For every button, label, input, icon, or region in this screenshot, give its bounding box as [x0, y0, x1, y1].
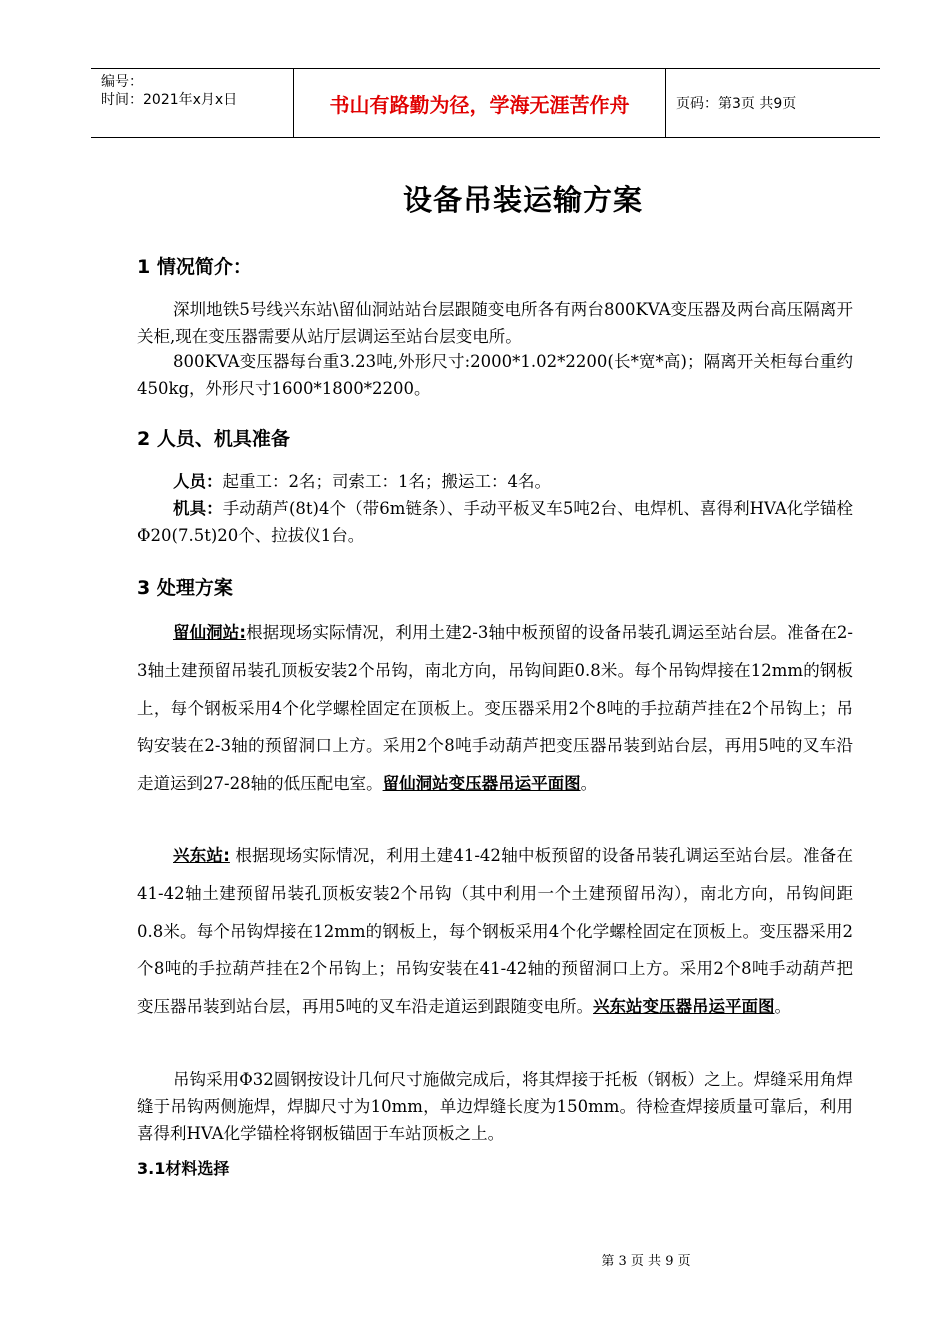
liuxiandong-paragraph: [137, 614, 853, 803]
tools-paragraph: [137, 495, 853, 549]
header-meta: [91, 69, 293, 137]
liuxiandong-text: 根据现场实际情况，利用土建2-3轴中板预留的设备吊装孔调运至站台层。准备在2-3轴土建预留吊装孔顶板安装2个吊钩，南北方向，吊钩间距0.8米。每个吊钩焊接在12mm的钢板上，每个钢板采用4个化学螺栓固定在顶板上。变压器采用2个8吨的手拉葫芦挂在2个吊钩上；吊钩安装在2-3轴的预留洞口上方。采用2个8吨手动葫芦把变压器吊装到站台层，再用5吨的叉车沿走道运到27-28轴的低压配电室。: [137, 623, 853, 794]
tools-text: 手动葫芦(8t)4个（带6m链条）、手动平板叉车5吨2台、电焊机、喜得利HVA化学锚栓Φ20(7.5t)20个、拉拔仪1台。: [137, 499, 853, 545]
section-2-heading: 2 人员、机具准备: [137, 428, 290, 450]
liuxiandong-end: 。: [580, 774, 598, 794]
hook-paragraph: 吊钩采用Φ32圆钢按设计几何尺寸施做完成后，将其焊接于托板（钢板）之上。焊缝采用角焊缝于吊钩两侧施焊，焊脚尺寸为10mm，单边焊缝长度为150mm。待检查焊接质量可靠后，利用喜得利HVA化学锚栓将钢板锚固于车站顶板之上。: [137, 1070, 853, 1143]
section-1-paragraph-2: 800KVA变压器每台重3.23吨,外形尺寸:2000*1.02*2200(长*宽*高)；隔离开关柜每台重约450kg，外形尺寸1600*1800*2200。: [137, 352, 853, 398]
section-1-heading: 1 情况简介：: [137, 256, 252, 278]
page-footer: 第 3 页 共 9 页: [601, 1254, 691, 1269]
section-3-1-heading: 3.1材料选择: [137, 1159, 230, 1178]
liuxiandong-label: 留仙洞站:: [173, 623, 246, 642]
header-time: 时间：2021年x月x日: [101, 92, 238, 108]
personnel-text: 起重工：2名；司索工：1名；搬运工：4名。: [222, 472, 551, 491]
document-header: [91, 68, 880, 138]
xingdong-figure-link[interactable]: 兴东站变压器吊运平面图: [593, 997, 775, 1017]
section-3-heading: 3 处理方案: [137, 577, 233, 599]
document-title: 设备吊装运输方案: [402, 183, 643, 217]
header-page-info: 页码：第3页 共9页: [676, 96, 797, 112]
tools-label: 机具：: [173, 499, 223, 518]
personnel-label: 人员：: [173, 472, 223, 491]
personnel-paragraph: [137, 468, 853, 495]
section-1-paragraph-1: 深圳地铁5号线兴东站\留仙洞站站台层跟随变电所各有两台800KVA变压器及两台高压隔离开关柜,现在变压器需要从站厅层调运至站台层变电所。: [137, 300, 853, 346]
xingdong-paragraph: [137, 837, 853, 1026]
liuxiandong-figure-link[interactable]: 留仙洞站变压器吊运平面图: [382, 774, 581, 794]
xingdong-label: 兴东站:: [173, 846, 230, 865]
header-motto: 书山有路勤为径，学海无涯苦作舟: [293, 69, 666, 137]
xingdong-text: 根据现场实际情况，利用土建41-42轴中板预留的设备吊装孔调运至站台层。准备在41-42轴土建预留吊装孔顶板安装2个吊钩（其中利用一个土建预留吊沟），南北方向，吊钩间距0.8米。每个吊钩焊接在12mm的钢板上，每个钢板采用4个化学螺栓固定在顶板上。变压器采用2个8吨的手拉葫芦挂在2个吊钩上；吊钩安装在41-42轴的预留洞口上方。采用2个8吨手动葫芦把变压器吊装到站台层，再用5吨的叉车沿走道运到跟随变电所。: [137, 846, 853, 1017]
xingdong-end: 。: [774, 997, 791, 1017]
header-number: 编号：: [101, 74, 143, 90]
